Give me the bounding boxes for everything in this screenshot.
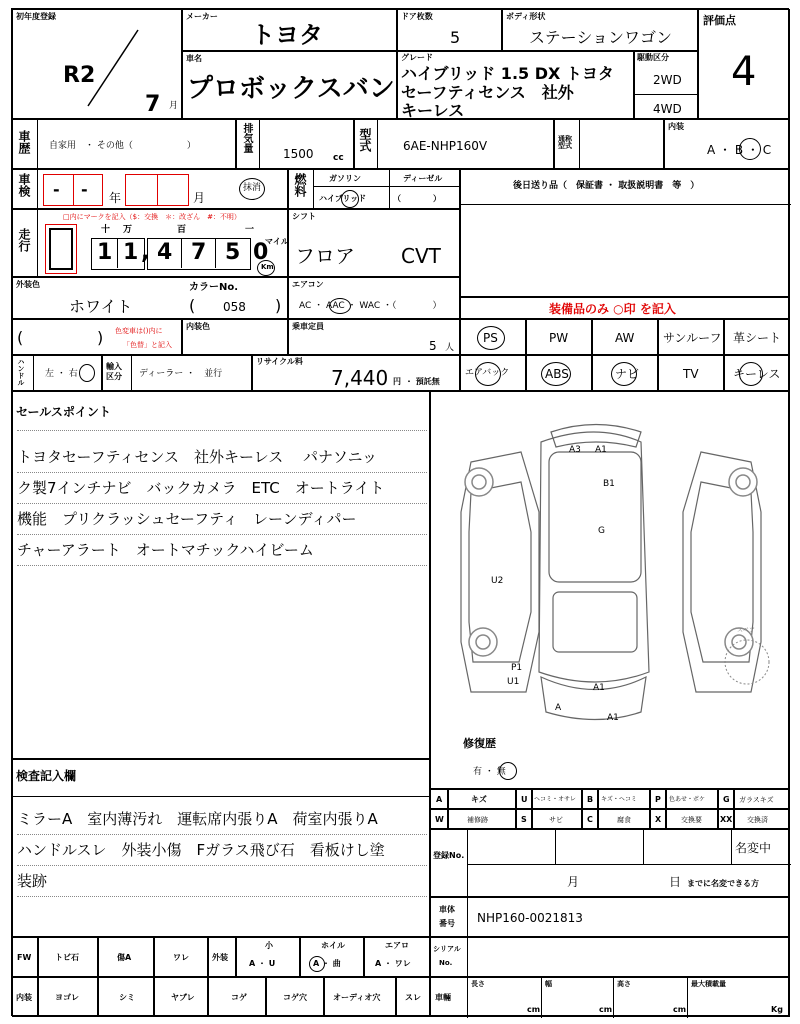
body-type-value: ステーションワゴン	[529, 28, 673, 47]
grade-line3: キーレス	[401, 101, 465, 120]
first-reg-era: R2	[63, 63, 96, 88]
sales-line-2: ク製7インチナビ バックカメラ ETC オートライト	[17, 479, 385, 497]
serial-label-1: シリアル	[433, 945, 461, 953]
car-name-cell	[182, 51, 397, 119]
grade-label: グレード	[401, 53, 433, 62]
fuel-label: 燃料	[293, 173, 307, 197]
car-diagram	[431, 392, 791, 732]
mileage-digit-2: 1	[123, 240, 139, 265]
maker-cell	[182, 9, 397, 51]
first-reg-cell	[12, 9, 182, 119]
history-label: 車歴	[17, 130, 31, 154]
body-type-cell	[502, 9, 698, 51]
chassis-label-1: 車体	[439, 905, 455, 914]
model-cell	[354, 119, 554, 169]
exterior-color-cell	[12, 277, 288, 319]
color-no-value: 058	[223, 300, 246, 314]
damage-u2: U2	[491, 576, 504, 586]
model-value: 6AE-NHP160V	[403, 139, 488, 153]
aircon-cell	[288, 277, 460, 319]
fuel-cell	[288, 169, 460, 209]
reg-day: 日	[669, 875, 682, 889]
damage-p1: P1	[511, 663, 523, 673]
color-no-close: )	[275, 296, 282, 315]
equipment-title-cell	[460, 297, 790, 319]
size-length: 長さ	[471, 980, 485, 988]
color-change-note2: 「色替」と記入	[123, 341, 172, 349]
equip-sunroof: サンルーフ	[658, 319, 724, 355]
int-row: 内装 ヨゴレ シミ ヤブレ コゲ コゲ穴 オーディオ穴 スレ	[12, 977, 430, 1017]
recycle-value: 7,440	[331, 366, 389, 390]
doors-cell	[397, 9, 502, 51]
cert-model-label: 通称型式	[558, 135, 572, 150]
chassis-cell	[430, 897, 790, 937]
shift-cell	[288, 209, 460, 277]
size-label: 車輛	[435, 993, 451, 1002]
first-reg-label: 初年度登録	[16, 12, 56, 21]
maker-value: トヨタ	[251, 21, 323, 49]
repair-label: 修復歴	[463, 737, 496, 750]
shift-trans: CVT	[401, 244, 441, 268]
color-change-cell: ( ) 色変車は()内に 「色替」と記入	[12, 319, 182, 355]
displacement-value: 1500	[283, 147, 314, 161]
name-change: 名変中	[735, 841, 772, 855]
interior-color-label: 内装色	[186, 322, 210, 331]
damage-b1: B1	[603, 479, 615, 489]
mileage-digit-6: 0	[253, 240, 269, 265]
mileage-mile: マイル	[265, 237, 289, 246]
serial-label-2: No.	[439, 959, 453, 967]
equip-leather: 革シート	[724, 319, 790, 355]
interior-grade-label: 内装	[668, 122, 684, 131]
fw-row: FW トビ石 傷A ワレ 外装 小 A ・ U ホイル A ・ 曲 エアロ A ・ ワレ	[12, 937, 430, 977]
color-no-label: カラーNo.	[189, 282, 239, 293]
inspection-expired: 抹消	[243, 183, 262, 193]
grade-cell	[397, 51, 634, 119]
auction-sheet	[11, 8, 789, 1016]
shift-value: フロア	[295, 244, 355, 268]
inspection-year-unit: 年	[109, 191, 122, 205]
inspection-label: 車検	[17, 173, 31, 197]
handle-label: ハンドル	[17, 358, 25, 386]
reg-no-label: 登録No.	[433, 851, 465, 860]
drive-2wd: 2WD	[653, 73, 682, 87]
damage-a3: A3	[569, 445, 581, 455]
repair-value: 有 ・ 無	[473, 767, 506, 777]
exterior-color-label: 外装色	[16, 280, 40, 289]
reg-no-cell	[430, 829, 790, 897]
grade-line2: セーフティセンス 社外	[401, 83, 574, 102]
equip-aw: AW	[592, 319, 658, 355]
interior-color-cell	[182, 319, 288, 355]
displacement-label: 排気量	[241, 123, 252, 153]
sales-line-1: トヨタセーフティセンス 社外キーレス パナソニッ	[17, 448, 377, 466]
inspection-notes-label: 検査記入欄	[16, 769, 77, 783]
first-reg-month-unit: 月	[169, 101, 179, 111]
recycle-deposit: ・ 預託無	[405, 377, 440, 386]
slash-mark	[83, 28, 143, 108]
legend-grid: A キズ U ヘコミ・オサレ B キズ・ヘコミ P 色あせ・ボケ G ガラスキズ W 補修跡 S サビ C 腐食 X 交換要 XX 交換済	[430, 789, 790, 829]
damage-u1: U1	[507, 677, 520, 687]
history-cell	[12, 119, 236, 169]
grade-line1: ハイブリッド 1.5 DX トヨタ	[401, 64, 614, 83]
damage-a1-bottom: A1	[607, 713, 619, 723]
history-value: 自家用 ・ その他（ ）	[49, 141, 196, 151]
import-value: ディーラー ・ 並行	[139, 369, 223, 379]
fuel-diesel: ディーゼル	[403, 174, 443, 183]
equip-airbag: エアバック	[460, 355, 526, 391]
equip-ps: PS	[460, 319, 526, 355]
mileage-digit-1: 1	[97, 240, 113, 265]
fuel-gas: ガソリン	[329, 174, 361, 183]
interior-grade-value: A ・ B ・ C	[707, 143, 772, 157]
mileage-digit-3: 4	[157, 240, 173, 265]
reg-deadline: までに名変できる方	[687, 879, 759, 888]
cert-model-cell	[554, 119, 664, 169]
mileage-note: □内にマークを記入（$：交換 ＊：改ざん #：不明）	[63, 213, 241, 221]
import-cell	[102, 355, 252, 391]
sales-points-cell	[12, 391, 430, 759]
car-name-value: プロボックスバン	[187, 74, 395, 104]
sales-line-4: チャーアラート オートマチックハイビーム	[17, 541, 314, 559]
equip-navi: ナビ	[592, 355, 658, 391]
recycle-cell	[252, 355, 460, 391]
sales-line-3: 機能 プリクラッシュセーフティ レーンディパー	[17, 510, 357, 528]
interior-grade-cell	[664, 119, 790, 169]
sales-points-label: セールスポイント	[16, 405, 111, 419]
capacity-label: 乗車定員	[292, 322, 324, 331]
size-load: 最大積載量	[691, 980, 726, 988]
capacity-value: 5	[429, 339, 437, 353]
damage-diagram-cell	[430, 391, 790, 789]
chassis-value: NHP160-0021813	[477, 911, 583, 925]
equip-pw: PW	[526, 319, 592, 355]
import-label: 輸入区分	[106, 362, 122, 382]
equip-abs: ABS	[526, 355, 592, 391]
drive-4wd: 4WD	[653, 102, 682, 116]
inspection-month-unit: 月	[193, 191, 206, 205]
score-label: 評価点	[703, 14, 736, 27]
mileage-cell: 走行 □内にマークを記入（$：交換 ＊：改ざん #：不明） 十 万 百 一 1 1 , 4 7 5 0 マイル Km	[12, 209, 288, 277]
handle-cell	[12, 355, 102, 391]
spare-label: スペア	[737, 627, 756, 634]
damage-a1-top: A1	[595, 445, 607, 455]
inspection-notes-cell	[12, 759, 430, 937]
model-label: 型式	[358, 128, 372, 152]
recycle-label: リサイクル料	[256, 357, 303, 366]
aircon-label: エアコン	[292, 280, 324, 289]
first-reg-month: 7	[145, 92, 161, 117]
equipment-title: 装備品のみ ○印 を記入	[549, 302, 676, 316]
damage-a: A	[555, 703, 562, 713]
exterior-color-value: ホワイト	[69, 297, 133, 316]
inspection-note-line-1: ミラーA 室内薄汚れ 運転席内張りA 荷室内張りA	[17, 810, 378, 828]
docs-title: 後日送り品（ 保証書 ・ 取扱説明書 等 ）	[513, 181, 700, 191]
score-value: 4	[731, 49, 757, 95]
serial-cell	[430, 937, 790, 977]
color-change-note1: 色変車は()内に	[115, 327, 163, 335]
maker-label: メーカー	[186, 12, 218, 21]
drive-cell	[634, 51, 698, 119]
fuel-other: （ ）	[393, 194, 441, 203]
mileage-digit-5: 5	[225, 240, 241, 265]
mileage-digit-4: 7	[191, 240, 207, 265]
doors-value: 5	[450, 28, 461, 47]
damage-a1-rear: A1	[593, 683, 605, 693]
mileage-km: Km	[261, 263, 274, 271]
inspection-note-line-3: 装跡	[17, 872, 48, 890]
inspection-note-line-2: ハンドルスレ 外装小傷 Fガラス飛び石 看板けし塗	[17, 841, 385, 859]
displacement-cell	[236, 119, 354, 169]
equip-keyless: キーレス	[724, 355, 790, 391]
shift-label: シフト	[292, 212, 316, 221]
aircon-value: AC ・ AAC ・ WAC ・（ ）	[299, 301, 442, 311]
size-height: 高さ	[617, 980, 631, 988]
chassis-label-2: 番号	[439, 919, 455, 928]
size-cell: 車輛 長さ cm 幅 cm 高さ cm 最大積載量 Kg	[430, 977, 790, 1017]
docs-cell	[460, 169, 790, 297]
mileage-comma: ,	[141, 240, 150, 265]
recycle-unit: 円	[393, 377, 401, 386]
mileage-label: 走行	[17, 228, 31, 252]
score-cell	[698, 9, 790, 119]
car-name-label: 車名	[186, 54, 202, 63]
equip-tv: TV	[658, 355, 724, 391]
drive-label: 駆動区分	[637, 53, 669, 62]
capacity-unit: 人	[445, 343, 455, 353]
displacement-unit: cc	[333, 153, 344, 163]
handle-value: 左 ・ 右	[45, 369, 78, 379]
color-no-open: (	[189, 296, 196, 315]
doors-label: ドア枚数	[401, 12, 433, 21]
reg-month: 月	[567, 875, 580, 889]
body-type-label: ボディ形状	[506, 12, 546, 21]
capacity-cell	[288, 319, 460, 355]
size-width: 幅	[545, 980, 552, 988]
fuel-hybrid: ハイブリッド	[319, 194, 367, 203]
damage-g: G	[598, 526, 605, 536]
inspection-cell: 車検 - - 年 月 抹消	[12, 169, 288, 209]
